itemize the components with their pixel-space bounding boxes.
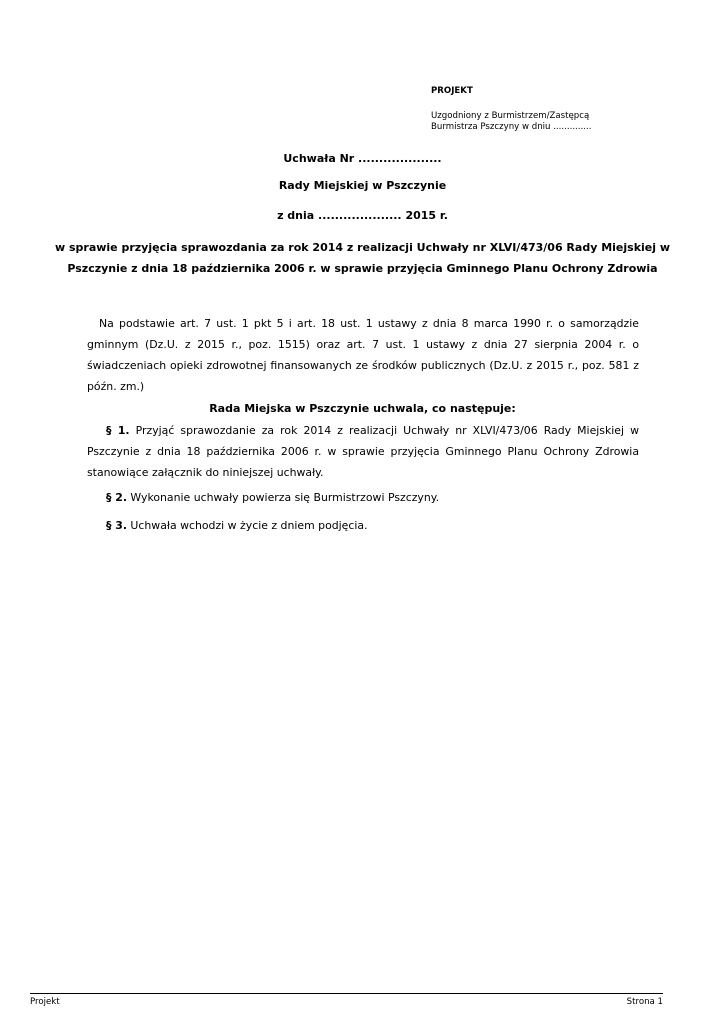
resolution-date: z dnia .................... 2015 r. <box>277 209 448 222</box>
section-2-text: Wykonanie uchwały powierza się Burmistrzowi Pszczyny. <box>130 491 440 504</box>
footer-page-number: Strona 1 <box>626 997 663 1007</box>
project-status-label: PROJEKT <box>431 86 473 96</box>
section-1 <box>87 420 639 483</box>
section-3-text: Uchwała wchodzi w życie z dniem podjęcia. <box>130 519 368 532</box>
header-block <box>431 86 691 133</box>
legal-basis-paragraph: Na podstawie art. 7 ust. 1 pkt 5 i art. 18 ust. 1 ustawy z dnia 8 marca 1990 r. o samorządzie gminnym (Dz.U. z 2015 r., poz. 1515) oraz art. 7 ust. 1 ustawy z dnia 27 sierpnia 2004 r. o świadczeniach opieki zdrowotnej finansowanych ze środków publicznych (Dz.U. z 2015 r., poz. 581 z późn. zm.) <box>87 317 639 393</box>
section-3 <box>87 515 639 536</box>
resolution-subject: w sprawie przyjęcia sprawozdania za rok 2014 z realizacji Uchwały nr XLVI/473/06 Rady Miejskiej w Pszczynie z dnia 18 października 2006 r. w sprawie przyjęcia Gminnego Planu Ochrony Zdrowia <box>54 241 671 275</box>
section-1-text: Przyjąć sprawozdanie za rok 2014 z realizacji Uchwały nr XLVI/473/06 Rady Miejskiej w Pszczynie z dnia 18 października 2006 r. w sprawie przyjęcia Gminnego Planu Ochrony Zdrowia stanowiące załącznik do niniejszej uchwały. <box>87 424 640 479</box>
footer-divider <box>30 993 663 994</box>
section-2-number: § 2. <box>106 491 127 504</box>
section-2 <box>87 487 639 508</box>
agreed-line-2: Burmistrza Pszczyny w dniu .............. <box>431 122 592 132</box>
agreed-line-1: Uzgodniony z Burmistrzem/Zastępcą <box>431 111 590 121</box>
section-1-number: § 1. <box>106 424 130 437</box>
resolves-heading: Rada Miejska w Pszczynie uchwala, co następuje: <box>209 402 516 415</box>
section-3-number: § 3. <box>106 519 127 532</box>
resolution-number: Uchwała Nr .................... <box>283 152 442 165</box>
council-name: Rady Miejskiej w Pszczynie <box>278 179 447 192</box>
footer-project-label: Projekt <box>30 997 60 1007</box>
